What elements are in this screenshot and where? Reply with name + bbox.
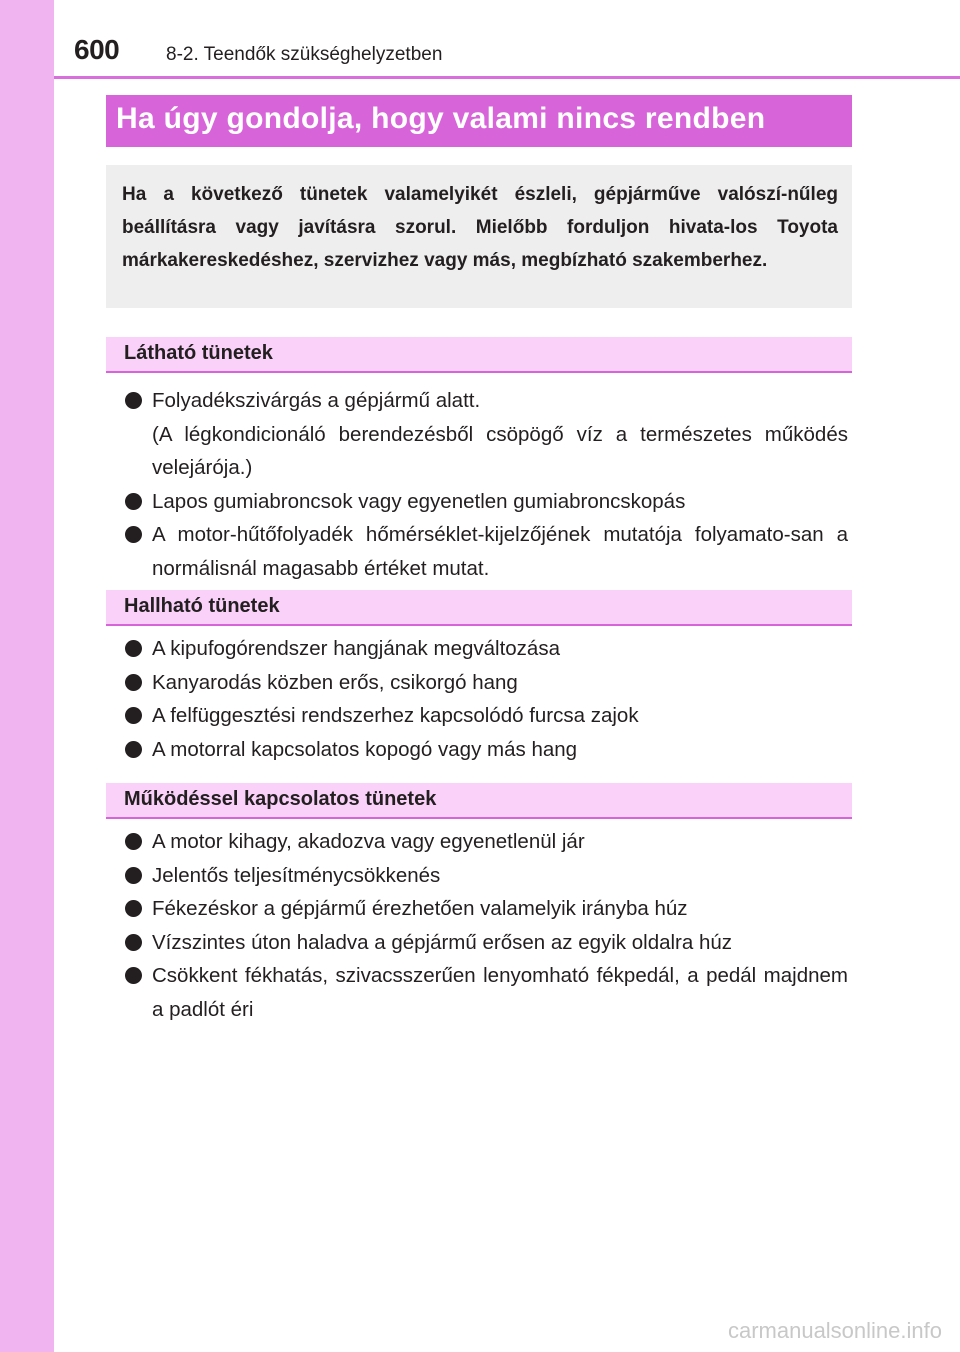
list-item xyxy=(124,892,848,926)
section-reference: 8-2. Teendők szükséghelyzetben xyxy=(166,44,443,65)
item-text: Kanyarodás közben erős, csikorgó hang xyxy=(152,670,518,694)
list-item xyxy=(124,859,848,893)
bullet-icon xyxy=(125,707,142,724)
item-text: A motorral kapcsolatos kopogó vagy más hang xyxy=(152,737,578,761)
list-item xyxy=(124,959,848,1026)
bullet-icon xyxy=(125,867,142,884)
heading-operational-symptoms: Működéssel kapcsolatos tünetek xyxy=(106,783,852,819)
bullet-icon xyxy=(125,493,142,510)
item-text: Csökkent fékhatás, szivacsszerűen lenyomható fékpedál, a pedál majdnem a padlót éri xyxy=(152,964,848,1021)
list-item xyxy=(124,699,848,733)
side-color-strip xyxy=(0,0,54,1352)
item-text: Vízszintes úton haladva a gépjármű erősen az egyik oldalra húz xyxy=(152,930,733,954)
visible-symptoms-list xyxy=(124,384,848,585)
item-text: Lapos gumiabroncsok vagy egyenetlen gumiabroncskopás xyxy=(152,489,686,513)
audible-symptoms-list xyxy=(124,632,848,766)
heading-audible-symptoms: Hallható tünetek xyxy=(106,590,852,626)
intro-box xyxy=(106,165,852,308)
bullet-icon xyxy=(125,674,142,691)
list-item xyxy=(124,632,848,666)
item-text: A felfüggesztési rendszerhez kapcsolódó furcsa zajok xyxy=(152,704,639,727)
bullet-icon xyxy=(125,526,142,543)
bullet-icon xyxy=(125,640,142,657)
list-item xyxy=(124,384,848,485)
list-item xyxy=(124,926,848,960)
bullet-icon xyxy=(125,967,142,984)
list-item xyxy=(124,485,848,519)
bullet-icon xyxy=(125,392,142,409)
list-item xyxy=(124,825,848,859)
item-text: A kipufogórendszer hangjának megváltozása xyxy=(152,637,560,660)
list-item xyxy=(124,666,848,700)
item-text: Folyadékszivárgás a gépjármű alatt. xyxy=(152,389,481,412)
heading-visible-symptoms: Látható tünetek xyxy=(106,337,852,373)
list-item xyxy=(124,733,848,767)
list-item xyxy=(124,518,848,585)
operational-symptoms-list xyxy=(124,825,848,1026)
bullet-icon xyxy=(125,833,142,850)
header-divider xyxy=(54,76,960,79)
bullet-icon xyxy=(125,900,142,917)
item-text: Jelentős teljesítménycsökkenés xyxy=(152,863,441,887)
watermark: carmanualsonline.info xyxy=(727,1318,942,1343)
item-note: (A légkondicionáló berendezésből csöpögő víz a természetes működés velejárója.) xyxy=(152,422,848,479)
bullet-icon xyxy=(125,934,142,951)
item-text: A motor-hűtőfolyadék hőmérséklet-kijelzőjének mutatója folyamato-san a normálisnál magasabb értéket mutat. xyxy=(152,523,848,580)
page-number: 600 xyxy=(74,34,120,65)
item-text: Fékezéskor a gépjármű érezhetően valamelyik irányba húz xyxy=(152,897,688,920)
page-title: Ha úgy gondolja, hogy valami nincs rendben xyxy=(106,95,852,147)
intro-text: Ha a következő tünetek valamelyikét észleli, gépjárműve valószí-nűleg beállításra vagy javításra szorul. Mielőbb forduljon hivata-los Toyota márkakereskedéshez, szervizhez vagy más, megbízható szakemberhez. xyxy=(122,184,838,271)
bullet-icon xyxy=(125,741,142,758)
item-text: A motor kihagy, akadozva vagy egyenetlenül jár xyxy=(152,830,585,853)
